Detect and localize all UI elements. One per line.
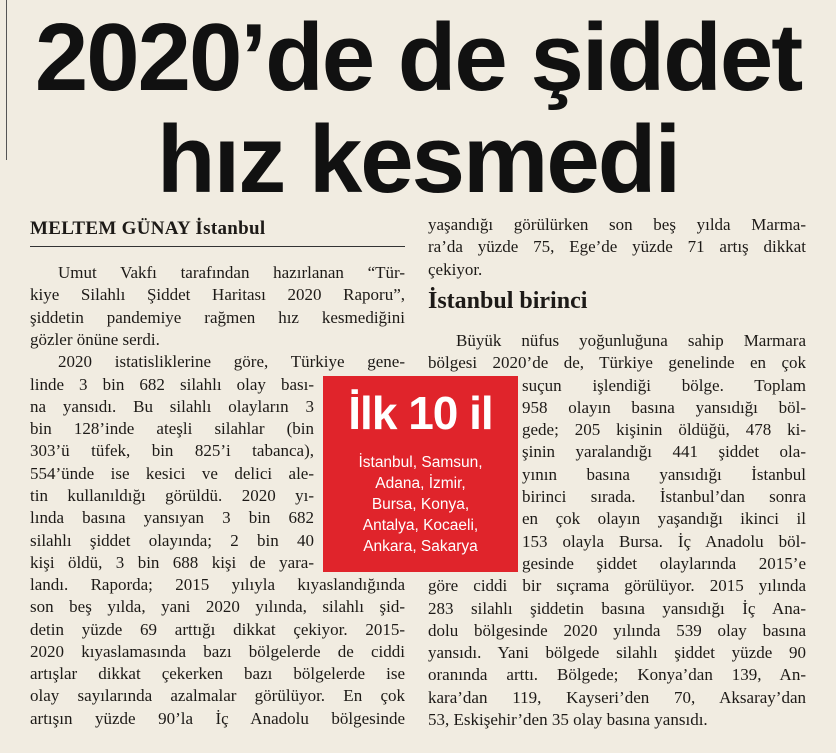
text-line: 2020 istatisliklerine göre, Türkiye gene- [58, 352, 405, 372]
box-city-line: Antalya, Kocaeli, [362, 517, 479, 534]
text-line: olay sayılarında azalmalar görülüyor. En çok [30, 686, 405, 706]
text-line: oranında arttı. Bölgede; Konya’dan 139, An- [428, 665, 806, 685]
text-line: 554’ünde ise kesici ve delici ale- [30, 463, 314, 483]
text-line: bölgesi 2020’de de, Türkiye genelinde en çok [428, 353, 806, 373]
text-line: yının basına yansıdığı İstanbul [522, 464, 806, 484]
headline-line-2: hız kesmedi [156, 106, 680, 213]
text-line: çekiyor. [428, 259, 483, 279]
text-line: kiye Silahlı Şiddet Haritası 2020 Raporu”, [30, 285, 405, 305]
right-column-para-2 [522, 375, 806, 576]
text-line: suçun işlendiği bölge. Toplam [522, 375, 806, 395]
text-line: Büyük nüfus yoğunluğuna sahip Marmara [456, 331, 806, 350]
text-line: gözler önüne serdi. [30, 329, 160, 349]
text-line: lında basına yansıyan 3 bin 682 [30, 508, 314, 528]
text-line: şinin yaralandığı 441 şiddet ola- [522, 442, 806, 462]
text-line: gede; 205 kişinin öldüğü, 478 ki- [522, 420, 806, 440]
box-city-line: Ankara, Sakarya [363, 538, 478, 555]
right-column-top [428, 214, 806, 281]
text-line: gesinde şiddet olaylarında 2015’e [522, 553, 806, 573]
text-line: 303’ü tüfek, bin 825’i tabanca), [30, 441, 314, 461]
byline-rule [30, 246, 405, 247]
text-line: dolu bölgesinde 2020 yılında 539 olay basına [428, 620, 806, 640]
top-10-cities-box [323, 376, 518, 572]
text-line: tin kullanıldığı görüldü. 2020 yı- [30, 485, 314, 505]
text-line: son beş yılda, yani 2020 yılında, silahlı şid- [30, 597, 405, 617]
left-margin-rule [6, 0, 7, 160]
headline-line-1: 2020’de de şiddet [34, 4, 802, 111]
right-column-para-1 [428, 330, 806, 375]
text-line: 53, Eskişehir’den 35 olay basına yansıdı. [428, 710, 708, 730]
text-line: şiddetin pandemiye rağmen hız kesmediğini [30, 307, 405, 327]
box-cities [323, 452, 518, 557]
text-line: bin 128’inde ateşli silahlar (bin [30, 419, 314, 439]
text-line: silahlı şiddet olayında; 2 bin 40 [30, 530, 314, 550]
left-column-para-2 [30, 374, 314, 575]
text-line: kara’dan 119, Kayseri’den 70, Aksaray’dan [428, 687, 806, 707]
right-column-para-3 [428, 575, 806, 731]
text-line: yaşandığı görülürken son beş yılda Marma- [428, 215, 806, 234]
text-line: Umut Vakfı tarafından hazırlanan “Tür- [58, 263, 405, 282]
box-city-line: Bursa, Konya, [371, 496, 470, 513]
text-line: landı. Raporda; 2015 yılıyla kıyaslandığında [30, 575, 405, 594]
text-line: artışın yüzde 90’la İç Anadolu bölgesinde [30, 708, 405, 728]
text-line: birinci sırada. İstanbul’dan sonra [522, 487, 806, 507]
text-line: 283 silahlı şiddetin basına yansıdığı İç Ana- [428, 598, 806, 618]
text-line: linde 3 bin 682 silahlı olay bası- [30, 374, 314, 394]
text-line: detin yüzde 69 arttığı dikkat çekiyor. 2015- [30, 619, 405, 639]
byline: MELTEM GÜNAY İstanbul [30, 218, 266, 239]
text-line: 2020 kıyaslamasında bazı bölgelerde de ciddi [30, 641, 405, 661]
text-line: 958 olayın basına yansıdığı böl- [522, 397, 806, 417]
subhead: İstanbul birinci [428, 288, 588, 314]
text-line: kişi öldü, 3 bin 688 kişi de yara- [30, 552, 314, 572]
left-column-para-3 [30, 574, 405, 730]
box-city-line: Adana, İzmir, [375, 475, 466, 492]
text-line: 153 olayla Bursa. İç Anadolu böl- [522, 531, 806, 551]
left-column-para-1 [30, 262, 405, 373]
text-line: en çok olayın yaşandığı ikinci il [522, 509, 806, 529]
text-line: göre ciddi bir sıçrama görülüyor. 2015 yılında [428, 576, 806, 596]
text-line: artışlar dikkat çekerken bazı bölgelerde ise [30, 664, 405, 684]
text-line: yansıdı. Yani bölgede silahlı şiddet yüzde 90 [428, 643, 806, 663]
box-title: İlk 10 il [348, 387, 493, 439]
text-line: na yansıdı. Bu silahlı olayların 3 [30, 396, 314, 416]
box-city-line: İstanbul, Samsun, [358, 454, 483, 471]
text-line: ra’da yüzde 75, Ege’de yüzde 71 artış dikkat [428, 237, 806, 257]
